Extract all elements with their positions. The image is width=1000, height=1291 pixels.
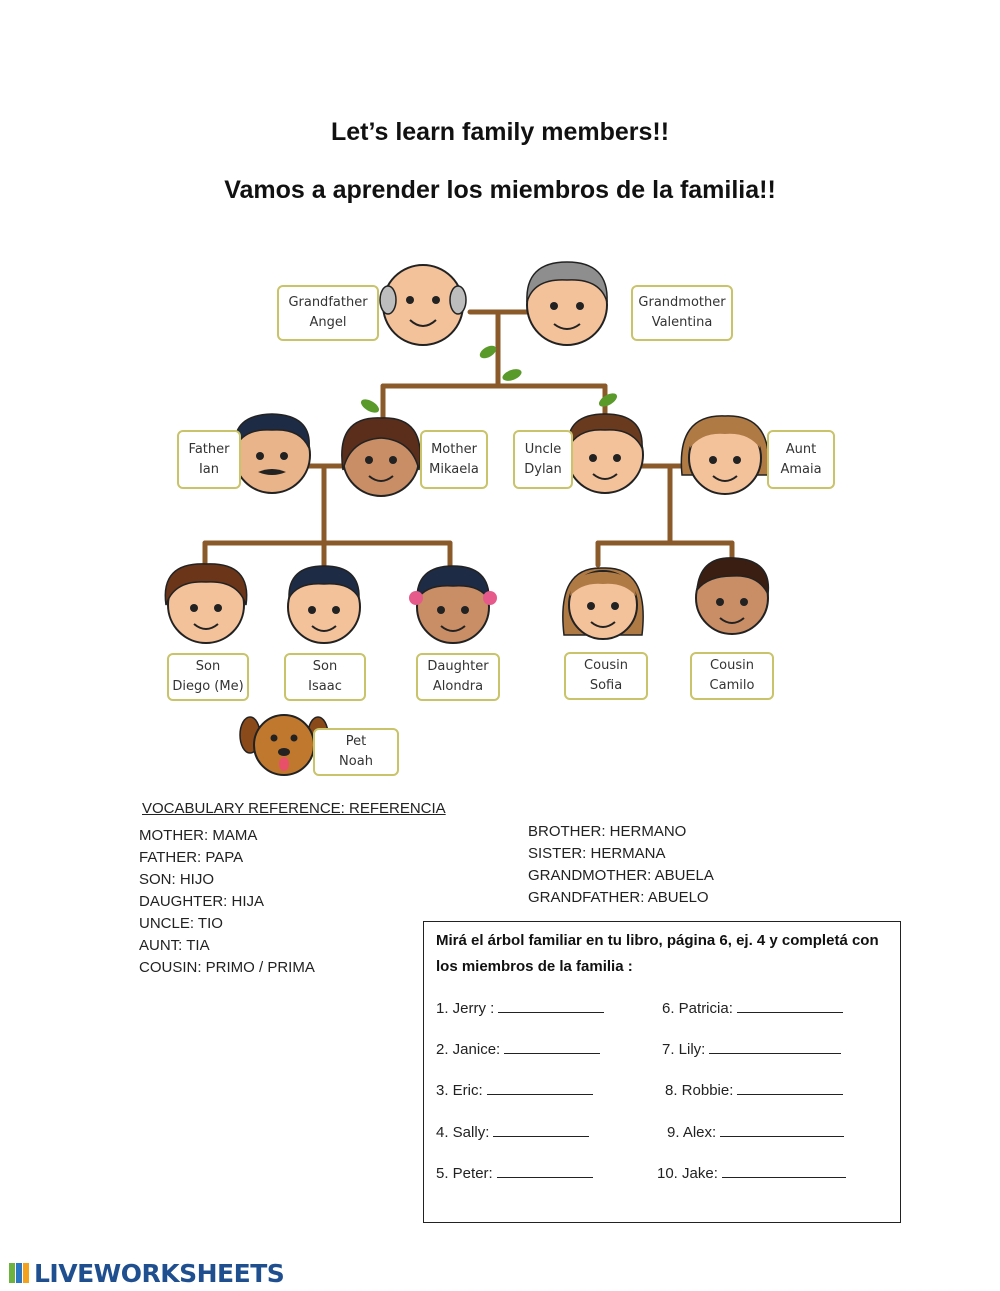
vocab-list-right bbox=[528, 821, 714, 909]
exercise-item bbox=[657, 1163, 846, 1182]
vocab-item: GRANDFATHER: ABUELO bbox=[528, 889, 709, 906]
label-role: Cousin bbox=[584, 658, 628, 673]
exercise-item-label: 4. Sally: bbox=[436, 1124, 490, 1141]
label-name: Diego (Me) bbox=[172, 679, 244, 694]
label-mother bbox=[420, 430, 488, 489]
exercise-item-label: 2. Janice: bbox=[436, 1041, 501, 1058]
label-role: Son bbox=[312, 659, 338, 674]
exercise-box bbox=[423, 921, 901, 1223]
exercise-item-label: 3. Eric: bbox=[436, 1082, 483, 1099]
exercise-item-label: 9. Alex: bbox=[667, 1124, 717, 1141]
label-role: Cousin bbox=[710, 658, 754, 673]
vocab-heading: VOCABULARY REFERENCE: REFERENCIA bbox=[142, 800, 446, 817]
answer-blank[interactable] bbox=[493, 1122, 589, 1137]
vocab-item: GRANDMOTHER: ABUELA bbox=[528, 867, 714, 884]
vocab-item: DAUGHTER: HIJA bbox=[139, 893, 265, 910]
answer-blank[interactable] bbox=[487, 1080, 593, 1095]
label-role: Grandfather bbox=[288, 295, 368, 310]
label-role: Grandmother bbox=[638, 295, 726, 310]
exercise-instruction: Mirá el árbol familiar en tu libro, página 6, ej. 4 y completá con los miembros de la familia : bbox=[436, 932, 879, 975]
label-name: Sofia bbox=[589, 678, 623, 693]
label-grandmother bbox=[631, 285, 733, 341]
aunt-face-icon bbox=[681, 416, 768, 494]
answer-blank[interactable] bbox=[737, 1080, 843, 1095]
vocab-item: SISTER: HERMANA bbox=[528, 845, 666, 862]
label-son-diego bbox=[167, 653, 249, 701]
label-role: Daughter bbox=[427, 659, 489, 674]
vocab-item: COUSIN: PRIMO / PRIMA bbox=[139, 959, 315, 976]
answer-blank[interactable] bbox=[709, 1039, 841, 1054]
liveworksheets-logo-icon bbox=[8, 1261, 32, 1285]
exercise-item bbox=[665, 1080, 843, 1099]
label-role: Father bbox=[188, 441, 230, 457]
label-grandfather bbox=[277, 285, 379, 341]
label-daughter bbox=[416, 653, 500, 701]
daughter-face-icon bbox=[409, 566, 497, 643]
exercise-item-label: 8. Robbie: bbox=[665, 1082, 734, 1099]
son-diego-face-icon bbox=[165, 564, 246, 643]
label-cousin-camilo bbox=[690, 652, 774, 700]
label-pet bbox=[313, 728, 399, 776]
exercise-item bbox=[436, 1039, 600, 1058]
label-role: Pet bbox=[345, 734, 367, 749]
label-cousin-sofia bbox=[564, 652, 648, 700]
vocab-item: FATHER: PAPA bbox=[139, 849, 244, 866]
label-name: Noah bbox=[339, 754, 373, 769]
father-face-icon bbox=[234, 414, 310, 493]
label-name: Alondra bbox=[432, 679, 484, 694]
exercise-item-label: 10. Jake: bbox=[657, 1165, 718, 1182]
exercise-item bbox=[436, 1080, 593, 1099]
liveworksheets-logo[interactable] bbox=[8, 1258, 284, 1288]
vocab-item: BROTHER: HERMANO bbox=[528, 823, 687, 840]
exercise-item bbox=[662, 998, 843, 1017]
answer-blank[interactable] bbox=[498, 998, 604, 1013]
vocab-item: MOTHER: MAMA bbox=[139, 827, 258, 844]
label-name: Mikaela bbox=[429, 461, 479, 477]
label-name: Valentina bbox=[651, 315, 713, 330]
mother-face-icon bbox=[342, 418, 420, 496]
label-father bbox=[177, 430, 241, 489]
cousin-camilo-face-icon bbox=[696, 558, 768, 634]
answer-blank[interactable] bbox=[722, 1163, 846, 1178]
label-name: Dylan bbox=[524, 461, 562, 477]
label-role: Uncle bbox=[524, 441, 562, 457]
exercise-item bbox=[662, 1039, 841, 1058]
vocab-item: AUNT: TIA bbox=[139, 937, 210, 954]
label-role: Mother bbox=[431, 441, 477, 457]
exercise-item bbox=[436, 998, 604, 1017]
exercise-item-label: 1. Jerry : bbox=[436, 1000, 495, 1017]
exercise-item bbox=[436, 1163, 593, 1182]
exercise-item-label: 5. Peter: bbox=[436, 1165, 493, 1182]
label-name: Isaac bbox=[308, 679, 342, 694]
label-role: Aunt bbox=[785, 441, 817, 457]
exercise-item bbox=[667, 1122, 844, 1141]
answer-blank[interactable] bbox=[720, 1122, 844, 1137]
leaf-icon bbox=[359, 343, 619, 415]
exercise-item-label: 6. Patricia: bbox=[662, 1000, 733, 1017]
vocab-item: UNCLE: TIO bbox=[139, 915, 223, 932]
grandmother-face-icon bbox=[527, 262, 607, 345]
answer-blank[interactable] bbox=[737, 998, 843, 1013]
logo-text: LIVEWORKSHEETS bbox=[34, 1258, 285, 1288]
label-role: Son bbox=[195, 659, 221, 674]
answer-blank[interactable] bbox=[504, 1039, 600, 1054]
exercise-item-label: 7. Lily: bbox=[662, 1041, 706, 1058]
label-name: Amaia bbox=[780, 461, 822, 477]
vocab-item: SON: HIJO bbox=[139, 871, 215, 888]
uncle-face-icon bbox=[567, 414, 643, 493]
label-name: Camilo bbox=[709, 678, 755, 693]
label-aunt bbox=[767, 430, 835, 489]
answer-blank[interactable] bbox=[497, 1163, 593, 1178]
vocab-list-left bbox=[139, 825, 315, 979]
exercise-item bbox=[436, 1122, 589, 1141]
label-uncle bbox=[513, 430, 573, 489]
label-name: Ian bbox=[198, 461, 220, 477]
label-son-isaac bbox=[284, 653, 366, 701]
label-name: Angel bbox=[309, 315, 347, 330]
son-isaac-face-icon bbox=[288, 566, 360, 643]
cousin-sofia-face-icon bbox=[563, 568, 643, 639]
page-subtitle: Vamos a aprender los miembros de la familia!! bbox=[224, 176, 776, 204]
page-title: Let’s learn family members!! bbox=[330, 118, 670, 146]
grandfather-face-icon bbox=[380, 265, 466, 345]
